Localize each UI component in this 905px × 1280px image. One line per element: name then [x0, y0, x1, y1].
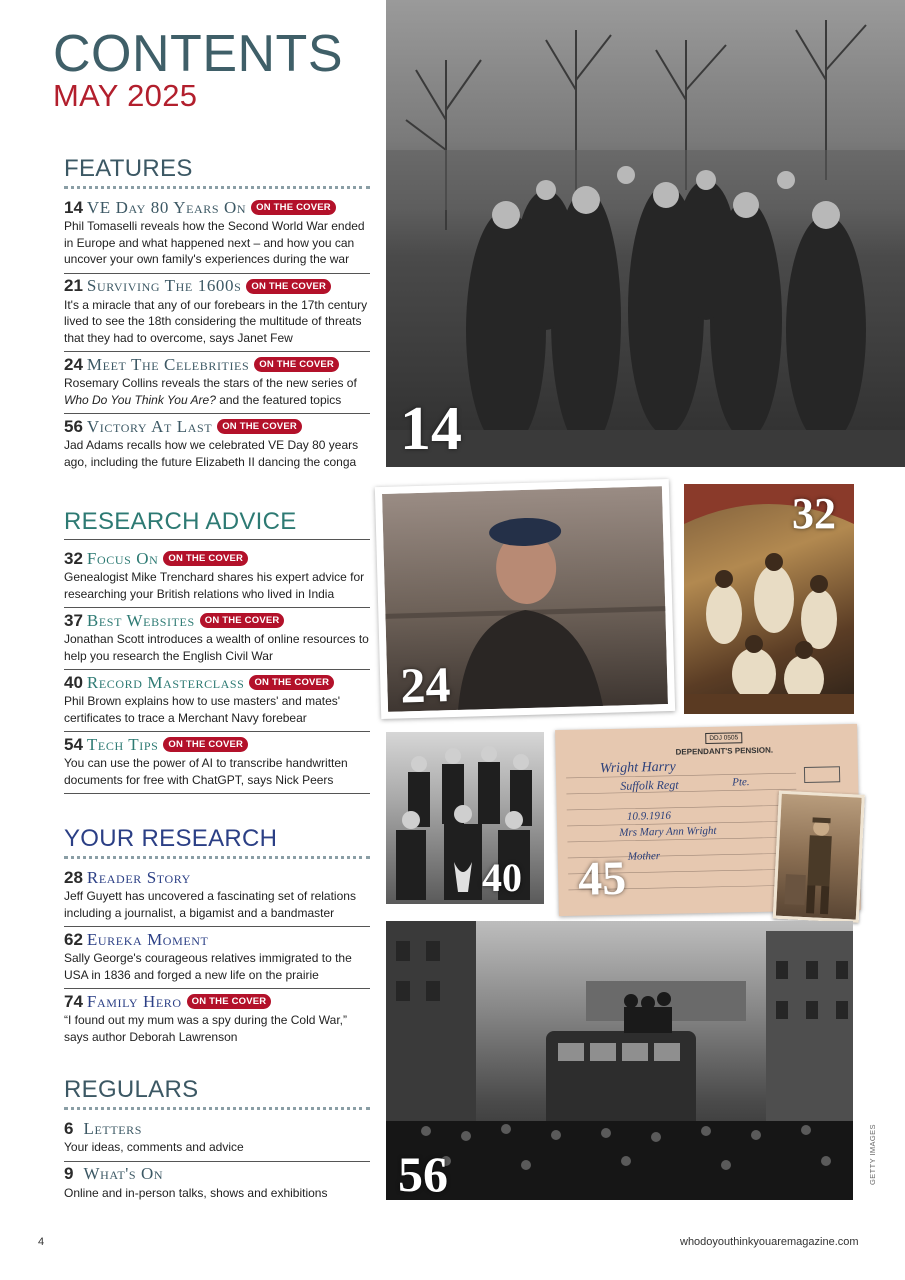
item-title: Meet The Celebrities	[86, 354, 250, 374]
handwritten-relationship: Mother	[627, 850, 661, 863]
page-number-footer: 4	[38, 1236, 45, 1248]
item-description: Phil Brown explains how to use masters' and mates' certificates to trace a Merchant Navy forebear	[64, 694, 341, 725]
handwritten-rank: Pte.	[732, 776, 750, 789]
india-painting-photo[interactable]	[684, 484, 854, 714]
photo-page-number: 40	[482, 855, 522, 900]
item-title: Surviving The 1600s	[86, 276, 242, 295]
your-research-heading: YOUR RESEARCH	[64, 827, 370, 859]
page-title: CONTENTS	[53, 25, 343, 83]
handwritten-date: 10.9.1916	[626, 809, 672, 823]
naval-officers-photo[interactable]	[386, 732, 544, 904]
photo-credit: GETTY IMAGES	[868, 1124, 877, 1185]
your-research-section	[64, 827, 370, 1050]
pension-card-photo[interactable]	[555, 724, 861, 916]
item-title: What's On	[83, 1164, 164, 1183]
page-number: 32	[64, 548, 83, 568]
programme-title: Who Do You Think You Are?	[64, 392, 216, 407]
contents-item[interactable]	[64, 927, 370, 989]
item-description	[64, 375, 370, 408]
item-description: Online and in-person talks, shows and exhibitions	[64, 1185, 328, 1200]
page-number: 9	[64, 1164, 74, 1183]
cover-badge: ON THE COVER	[163, 551, 248, 566]
desc-text: Rosemary Collins reveals the stars of the new series of	[64, 376, 357, 390]
page-number: 14	[64, 197, 83, 217]
cover-badge: ON THE COVER	[251, 200, 336, 215]
soldier-illustration	[776, 794, 862, 920]
item-description: It's a miracle that any of our forebears in the 17th century lived to see the 18th considering the multitude of threats that they had to overcome, says Janet Few	[64, 297, 368, 345]
cover-badge: ON THE COVER	[200, 613, 285, 628]
soldier-portrait	[773, 791, 865, 923]
desc-text: and the featured topics	[215, 392, 342, 407]
handwritten-name: Wright Harry	[599, 759, 676, 777]
item-description: Genealogist Mike Trenchard shares his expert advice for researching your British relations who lived in India	[64, 570, 365, 601]
item-title: VE Day 80 Years On	[86, 197, 247, 217]
victory-crowd-photo[interactable]	[386, 921, 853, 1200]
cover-badge: ON THE COVER	[187, 994, 272, 1009]
contents-item[interactable]	[64, 195, 370, 274]
page-number: 54	[64, 734, 83, 754]
item-title: Reader Story	[86, 867, 191, 887]
page-number: 56	[64, 416, 83, 436]
page-number: 40	[64, 672, 83, 692]
research-advice-heading: RESEARCH ADVICE	[64, 510, 370, 540]
item-title: Eureka Moment	[86, 929, 209, 949]
item-description: Jad Adams recalls how we celebrated VE Day 80 years ago, including the future Elizabeth II dancing the conga	[64, 438, 359, 469]
page-number: 62	[64, 929, 83, 949]
contents-item[interactable]	[64, 670, 370, 732]
item-description: You can use the power of AI to transcribe handwritten documents for free with ChatGPT, says Nick Peers	[64, 756, 348, 787]
contents-item[interactable]	[64, 274, 370, 353]
card-stamp: DDJ 0505	[705, 732, 742, 744]
contents-item[interactable]	[64, 546, 370, 608]
contents-item[interactable]	[64, 989, 370, 1050]
photo-page-number: 45	[577, 851, 627, 906]
item-title: Letters	[83, 1118, 143, 1138]
page-number: 74	[64, 991, 83, 1011]
photo-page-number: 24	[399, 656, 452, 714]
page-number: 24	[64, 354, 83, 374]
page-number: 6	[64, 1118, 74, 1138]
photo-illustration	[386, 0, 905, 467]
handwritten-dependant: Mrs Mary Ann Wright	[619, 824, 717, 839]
item-title: Record Masterclass	[86, 672, 245, 692]
item-title: Family Hero	[86, 991, 182, 1011]
item-description: Your ideas, comments and advice	[64, 1140, 244, 1154]
photo-page-number: 32	[792, 489, 836, 538]
page-number: 37	[64, 610, 83, 630]
item-description: Jeff Guyett has uncovered a fascinating set of relations including a journalist, a bigamist and a bandmaster	[64, 889, 356, 920]
item-description: “I found out my mum was a spy during the Cold War,” says author Deborah Lawrenson	[64, 1013, 348, 1044]
cover-badge: ON THE COVER	[163, 737, 248, 752]
contents-item[interactable]	[64, 1116, 370, 1162]
regulars-heading: REGULARS	[64, 1078, 370, 1110]
contents-item[interactable]	[64, 865, 370, 927]
handwritten-regiment: Suffolk Regt	[620, 777, 679, 793]
item-description: Phil Tomaselli reveals how the Second World War ended in Europe and what happened next – and how you can uncover your own family's experiences during the war	[64, 219, 365, 266]
photo-illustration	[386, 921, 853, 1200]
research-advice-section	[64, 510, 370, 794]
item-title: Victory At Last	[86, 416, 213, 436]
cover-badge: ON THE COVER	[254, 357, 339, 372]
website-url[interactable]: whodoyouthinkyouaremagazine.com	[680, 1236, 859, 1248]
cover-badge: ON THE COVER	[246, 279, 331, 294]
issue-date: MAY 2025	[53, 78, 198, 113]
item-title: Focus On	[86, 548, 159, 568]
contents-item[interactable]	[64, 1162, 370, 1207]
page-number: 28	[64, 867, 83, 887]
item-description: Sally George's courageous relatives immigrated to the USA in 1836 and forged a new life on the prairie	[64, 951, 352, 982]
ve-day-soldiers-photo[interactable]	[386, 0, 905, 467]
contents-item[interactable]	[64, 608, 370, 670]
celebrity-portrait-photo[interactable]	[375, 479, 675, 719]
page-number: 21	[64, 276, 83, 295]
contents-item[interactable]	[64, 414, 370, 475]
photo-page-number: 14	[400, 395, 462, 463]
features-section	[64, 157, 370, 475]
contents-item[interactable]	[64, 352, 370, 414]
regulars-section	[64, 1078, 370, 1206]
item-title: Best Websites	[86, 610, 195, 630]
features-heading: FEATURES	[64, 157, 370, 189]
item-title: Tech Tips	[86, 734, 159, 754]
cover-badge: ON THE COVER	[249, 675, 334, 690]
photo-page-number: 56	[398, 1146, 448, 1200]
contents-item[interactable]	[64, 732, 370, 794]
item-description: Jonathan Scott introduces a wealth of online resources to help you research the English Civil War	[64, 632, 369, 663]
card-title: DEPENDANT'S PENSION.	[675, 745, 774, 757]
cover-badge: ON THE COVER	[217, 419, 302, 434]
